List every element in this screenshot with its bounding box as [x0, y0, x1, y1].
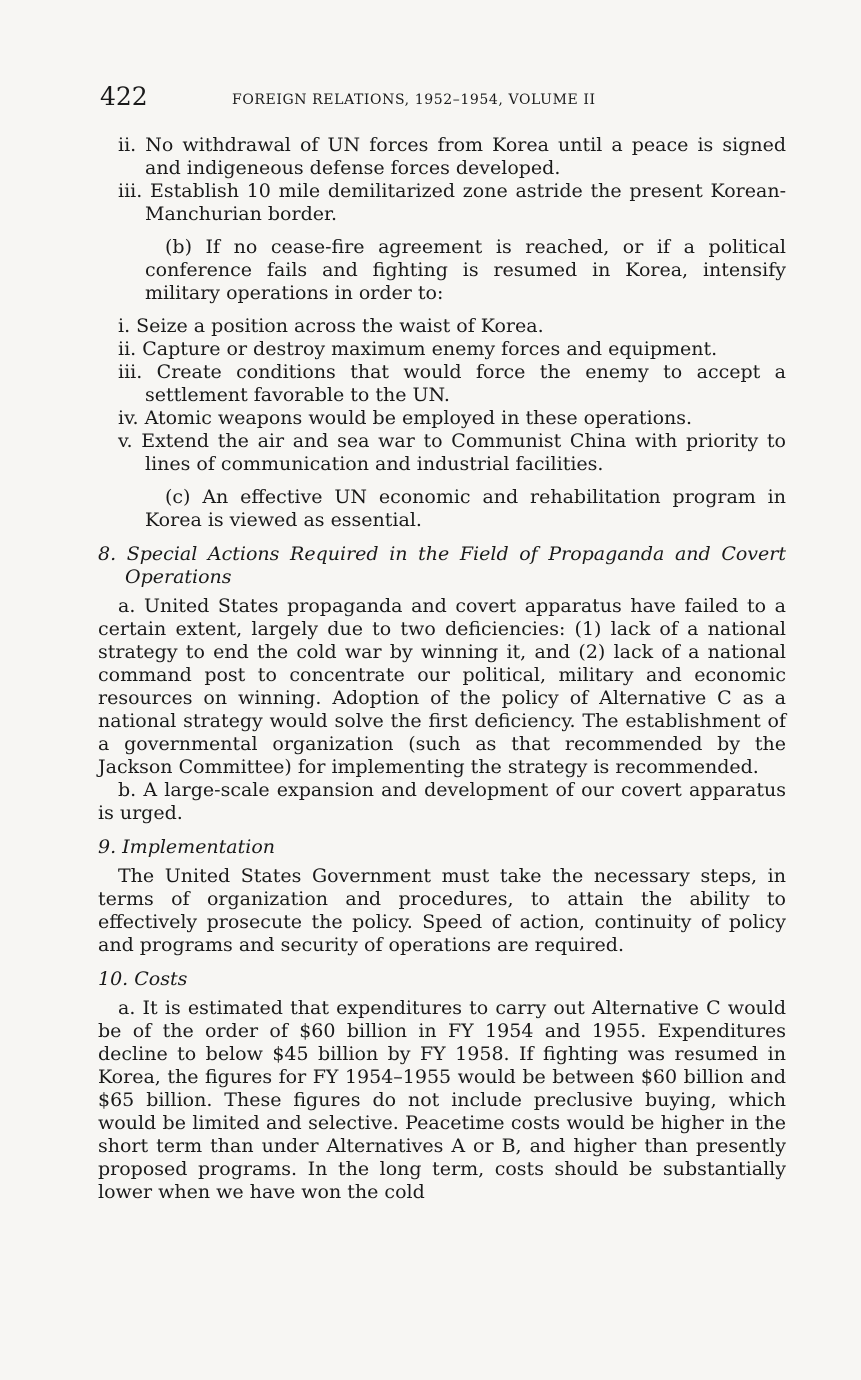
running-title: FOREIGN RELATIONS, 1952–1954, VOLUME II [232, 92, 596, 108]
list-item: iv. Atomic weapons would be employed in these operations. [118, 407, 693, 429]
paragraph: b. A large-scale expansion and development of our covert apparatus is urged. [98, 779, 786, 824]
paragraph-c: (c) An effective UN economic and rehabilitation program in Korea is viewed as essential. [145, 486, 786, 531]
list-item: v. Extend the air and sea war to Communist China with priority to lines of communication and industrial facilities. [118, 430, 786, 475]
list-item: ii. Capture or destroy maximum enemy forces and equipment. [118, 338, 718, 360]
page-header [100, 82, 790, 122]
section-heading-8: 8. Special Actions Required in the Field of Propaganda and Covert Operations [98, 543, 786, 588]
list-item: iii. Establish 10 mile demilitarized zone astride the present Korean-Manchurian border. [118, 180, 786, 225]
section-heading-9: 9. Implementation [98, 836, 276, 858]
page-number: 422 [100, 82, 148, 111]
paragraph-b-intro: (b) If no cease-fire agreement is reached, or if a political conference fails and fighting is resumed in Korea, intensify military operations in order to: [145, 236, 786, 304]
page-body [98, 134, 786, 1204]
paragraph: a. United States propaganda and covert apparatus have failed to a certain extent, largely due to two deficiencies: (1) lack of a national strategy to end the cold war by winning it, and (2) lack of a national command post to concentrate our political, military and economic resources on winning. Adoption of the policy of Alternative C as a national strategy would solve the first deficiency. The establishment of a governmental organization (such as that recommended by the Jackson Committee) for implementing the strategy is recommended. [98, 595, 786, 778]
list-item: ii. No withdrawal of UN forces from Korea until a peace is signed and indigeneous defense forces developed. [118, 134, 786, 179]
list-item: i. Seize a position across the waist of Korea. [118, 315, 544, 337]
section-heading-10: 10. Costs [98, 968, 188, 990]
paragraph: The United States Government must take the necessary steps, in terms of organization and procedures, to attain the ability to effectively prosecute the policy. Speed of action, continuity of policy and programs and security of operations are required. [98, 865, 786, 956]
paragraph: a. It is estimated that expenditures to carry out Alternative C would be of the order of $60 billion in FY 1954 and 1955. Expenditures decline to below $45 billion by FY 1958. If fighting was resumed in Korea, the figures for FY 1954–1955 would be between $60 billion and $65 billion. These figures do not include preclusive buying, which would be limited and selective. Peacetime costs would be higher in the short term than under Alternatives A or B, and higher than presently proposed programs. In the long term, costs should be substantially lower when we have won the cold [98, 997, 786, 1203]
list-item: iii. Create conditions that would force the enemy to accept a settlement favorable to the UN. [118, 361, 786, 406]
